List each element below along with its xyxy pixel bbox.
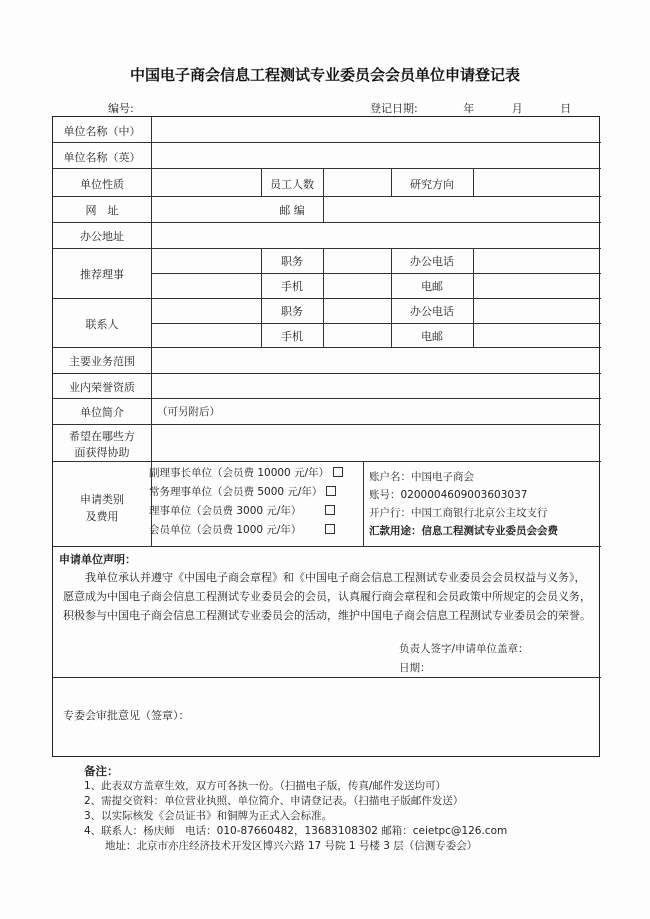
col-divider (151, 117, 152, 546)
row-divider (53, 373, 601, 374)
website-label: 网 址 (85, 204, 119, 217)
postcode-label: 邮 编 (279, 204, 305, 217)
registration-date (370, 100, 571, 116)
unit-name-cn-label: 单位名称（中） (63, 125, 141, 138)
membership-option[interactable]: 会员单位（会员费 1000 元/年） (149, 522, 335, 537)
account-number: 账号：0200004609003603037 (369, 489, 528, 501)
note-item: 3、以实际核发《会员证书》和铜牌为正式入会标准。 (84, 810, 333, 822)
staff-count-label: 员工人数 (270, 178, 314, 191)
row-divider (53, 546, 601, 547)
contact-email-label: 电邮 (421, 330, 443, 343)
row-divider (53, 398, 601, 399)
notes-section (84, 764, 507, 854)
director-label: 推荐理事 (80, 268, 124, 281)
type-label-line1: 申请类别 (80, 493, 124, 506)
unit-name-en-label: 单位名称（英） (63, 151, 141, 164)
year-label: 年 (463, 102, 475, 115)
membership-option[interactable]: 理事单位（会员费 3000 元/年） (149, 503, 335, 518)
signature-label: 负责人签字/申请单位盖章： (399, 643, 529, 655)
membership-option[interactable]: 副理事长单位（会员费 10000 元/年） (149, 465, 343, 480)
date-label: 登记日期: (370, 102, 418, 115)
notes-heading: 备注： (84, 764, 119, 778)
help-label-line1: 希望在哪些方 (69, 430, 135, 443)
type-label-line2: 及费用 (85, 510, 119, 523)
research-label: 研究方向 (410, 178, 454, 191)
row-divider (53, 677, 601, 678)
row-divider (53, 347, 601, 348)
contact-position-label: 职务 (281, 305, 303, 318)
help-label-line2: 面获得协助 (74, 446, 130, 459)
month-label: 月 (511, 102, 523, 115)
contact-mobile-label: 手机 (281, 330, 303, 343)
row-divider (53, 248, 601, 249)
mobile-label: 手机 (281, 280, 303, 293)
position-label: 职务 (281, 255, 303, 268)
form-title: 中国电子商会信息工程测试专业委员会会员单位申请登记表 (129, 66, 520, 84)
checkbox-icon[interactable] (325, 505, 335, 515)
day-label: 日 (560, 102, 572, 115)
intro-label: 单位简介 (80, 406, 124, 419)
declaration-text: 我单位承认并遵守《中国电子商会章程》和《中国电子商会信息工程测试专业委员会会员权益与义务》，愿意成为中国电子商会信息工程测试专业委员会的会员，认真履行商会章程和会员政策中所规定的会员义务，积极参与中国电子商会信息工程测试专业委员会的活动，维护中国电子商会信息工程测试专业委员会的荣誉。 (63, 571, 591, 622)
application-form-table (52, 116, 600, 757)
email-label: 电邮 (421, 280, 443, 293)
note-item: 地址：北京市亦庄经济技术开发区博兴六路 17 号院 1 号楼 3 层（信测专委会） (84, 840, 478, 852)
row-divider (151, 323, 601, 324)
row-divider (53, 222, 601, 223)
form-number-label: 编号: (108, 102, 134, 115)
checkbox-icon[interactable] (333, 467, 343, 477)
row-divider (53, 142, 601, 143)
note-item: 1、此表双方盖章生效，双方可各执一份。（扫描电子版，传真/邮件发送均可） (84, 780, 446, 792)
checkbox-icon[interactable] (326, 486, 336, 496)
row-divider (53, 298, 601, 299)
approval-label: 专委会审批意见（签章）： (63, 709, 190, 722)
contact-label: 联系人 (85, 318, 119, 331)
row-divider (53, 168, 601, 169)
declaration-heading: 申请单位声明： (59, 553, 136, 566)
col-divider (473, 168, 474, 196)
intro-note: （可另附后） (157, 406, 220, 418)
contact-office-phone-label: 办公电话 (410, 305, 454, 318)
row-divider (53, 196, 601, 197)
business-scope-label: 主要业务范围 (69, 355, 135, 368)
note-item: 4、联系人：杨庆师 电话：010-87660482，13683108302 邮箱：ceietpc@126.com (84, 825, 508, 837)
row-divider (151, 273, 601, 274)
row-divider (53, 424, 601, 425)
col-divider (473, 248, 474, 347)
declaration-date-label: 日期： (399, 662, 431, 674)
office-phone-label: 办公电话 (410, 255, 454, 268)
col-divider (323, 248, 324, 347)
membership-option[interactable]: 常务理事单位（会员费 5000 元/年） (149, 484, 336, 499)
note-item: 2、需提交资料：单位营业执照、单位简介、申请登记表。（扫描电子版邮件发送） (84, 795, 464, 807)
checkbox-icon[interactable] (325, 524, 335, 534)
address-label: 办公地址 (80, 230, 124, 243)
account-purpose: 汇款用途：信息工程测试专业委员会会费 (369, 525, 558, 537)
account-bank: 开户行：中国工商银行北京公主坟支行 (369, 507, 548, 519)
account-name: 账户名：中国电子商会 (369, 471, 474, 483)
col-divider (363, 461, 364, 546)
unit-nature-label: 单位性质 (80, 178, 124, 191)
row-divider (53, 461, 601, 462)
honor-label: 业内荣誉资质 (69, 381, 135, 394)
col-divider (323, 168, 324, 222)
